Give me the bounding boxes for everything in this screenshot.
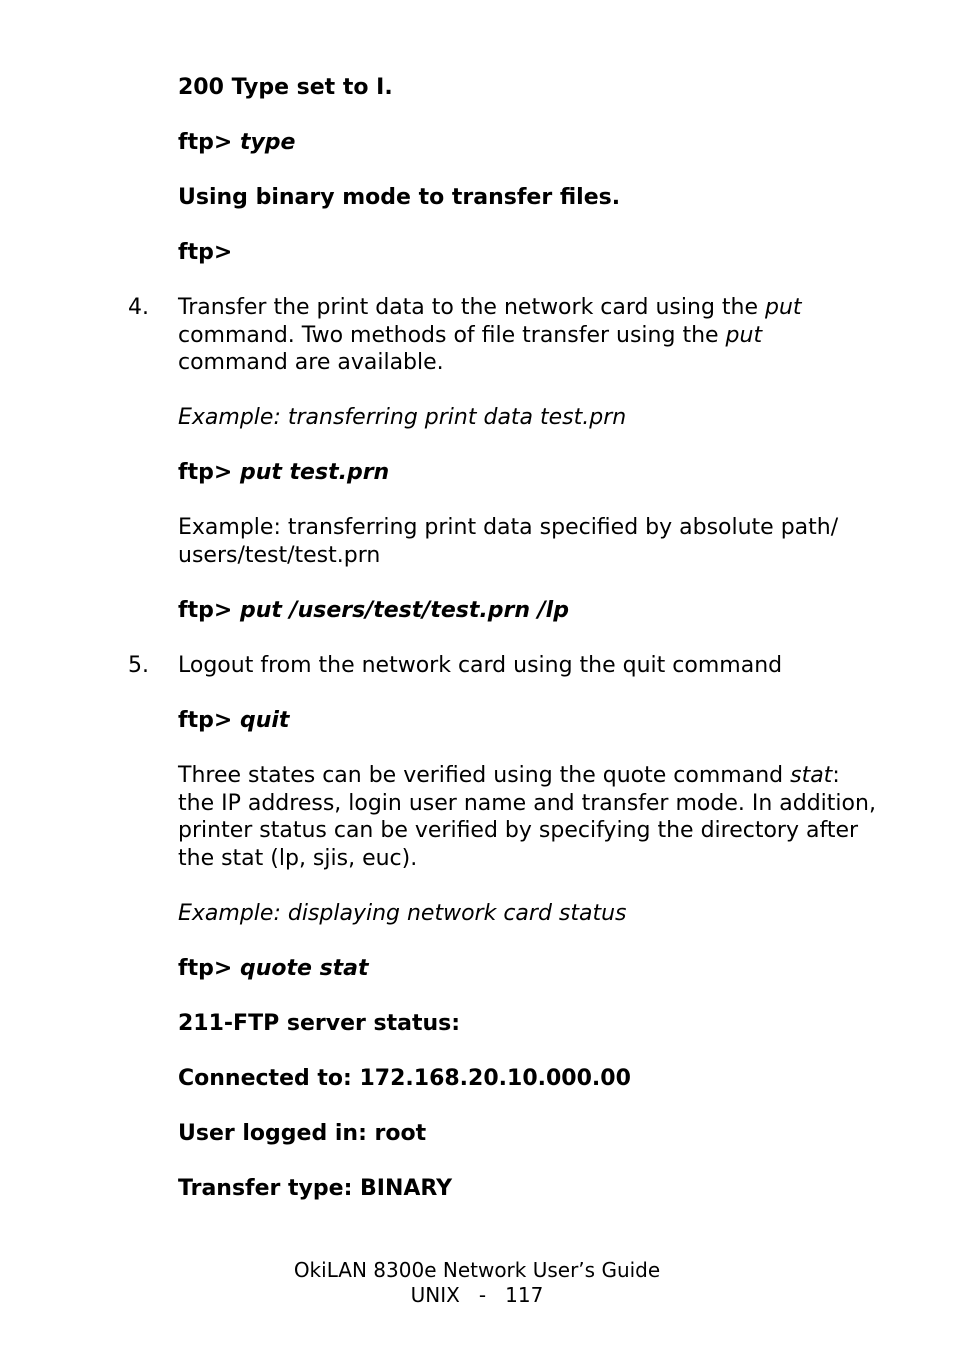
server-status-line: 211-FTP server status: — [178, 1011, 461, 1036]
ftp-prompt: ftp> — [178, 130, 233, 155]
ftp-prompt: ftp> — [178, 956, 233, 981]
example-network-status: Example: displaying network card status — [178, 901, 627, 926]
ftp-put-line-2 — [178, 597, 569, 625]
ftp-prompt: ftp> — [178, 598, 233, 623]
ftp-type-line — [178, 129, 295, 157]
states-text-part: Three states can be verified using the quote command — [178, 763, 791, 788]
quote-stat-command: quote stat — [239, 956, 369, 981]
step-5-number: 5. — [128, 653, 149, 678]
quit-command: quit — [239, 708, 290, 733]
step-4-number: 4. — [128, 295, 149, 320]
connected-to-line: Connected to: 172.168.20.10.000.00 — [178, 1066, 631, 1091]
states-paragraph — [178, 762, 878, 872]
binary-mode-line: Using binary mode to transfer files. — [178, 185, 621, 210]
footer-guide-title: OkiLAN 8300e Network User’s Guide — [293, 1258, 661, 1282]
step-4-text-part: command are available. — [178, 350, 444, 375]
type-set-line: 200 Type set to I. — [178, 75, 393, 100]
stat-term: stat — [790, 763, 833, 788]
ftp-put-line-1 — [178, 459, 389, 487]
put-command-1: put test.prn — [239, 460, 390, 485]
ftp-quit-line — [178, 707, 289, 735]
step-4-text-part: Transfer the print data to the network card using the — [178, 295, 766, 320]
footer-page-number: UNIX - 117 — [410, 1283, 544, 1307]
type-command: type — [239, 130, 296, 155]
ftp-prompt: ftp> — [178, 708, 233, 733]
step-4-text — [178, 294, 868, 377]
step-5-text: Logout from the network card using the quit command — [178, 653, 783, 678]
states-text-part: : the IP address, login user name and transfer mode. In addition, printer status can be verified by specifying the directory after the stat (lp, sjis, euc). — [178, 763, 876, 871]
put-command-2: put /users/test/test.prn /lp — [239, 598, 569, 623]
ftp-quote-stat-line — [178, 955, 369, 983]
example-test-prn: Example: transferring print data test.prn — [178, 405, 627, 430]
put-term: put — [765, 295, 802, 320]
step-4-text-part: command. Two methods of file transfer using the — [178, 322, 726, 348]
ftp-empty-line: ftp> — [178, 240, 233, 265]
user-logged-line: User logged in: root — [178, 1121, 427, 1146]
example-absolute-path: Example: transferring print data specified by absolute path/ users/test/test.prn — [178, 515, 839, 568]
transfer-type-line: Transfer type: BINARY — [178, 1176, 453, 1201]
put-term: put — [725, 322, 763, 348]
ftp-prompt: ftp> — [178, 460, 233, 485]
